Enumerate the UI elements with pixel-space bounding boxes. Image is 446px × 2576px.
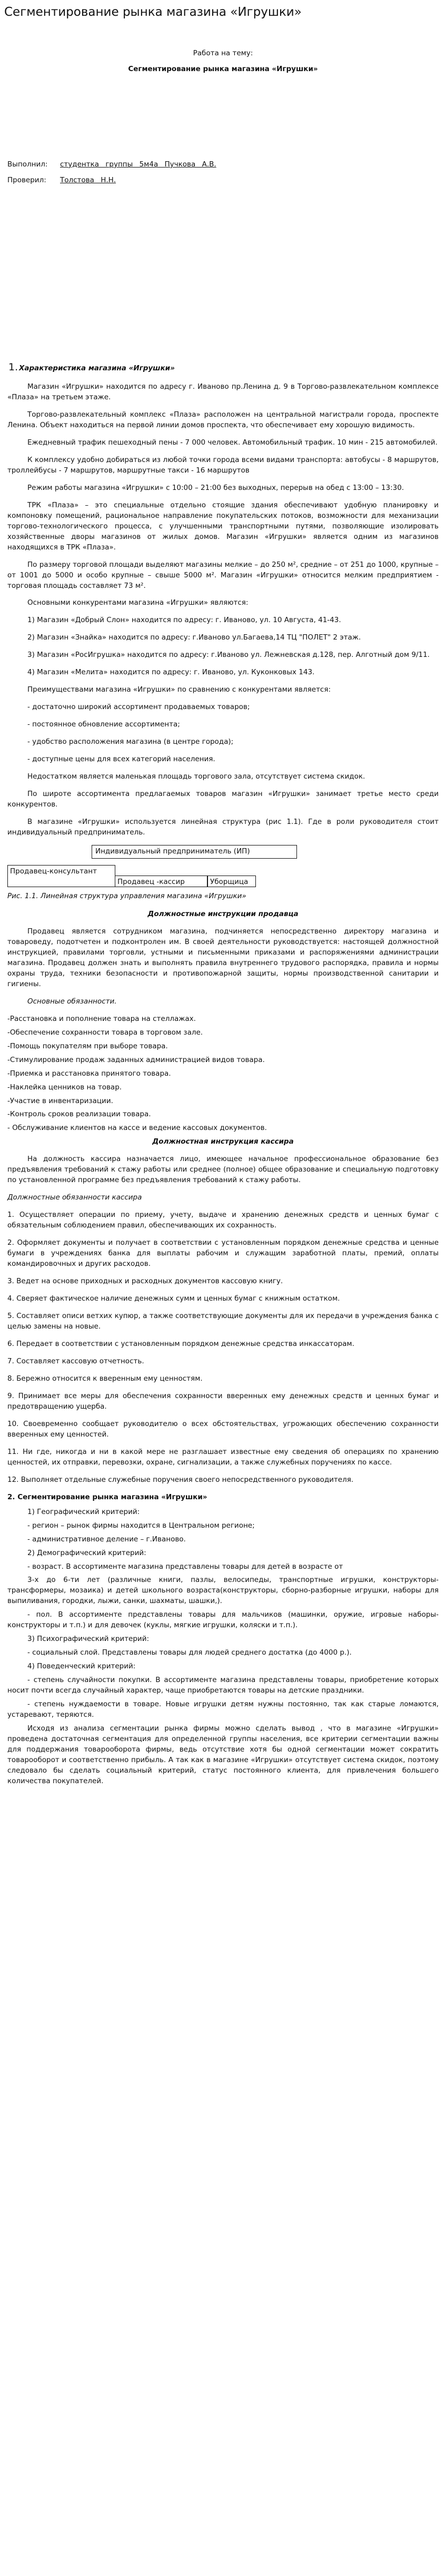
section1-paragraph-1: Магазин «Игрушки» находится по адресу г. Иваново пр.Ленина д. 9 в Торгово-развлекательном комплексе «Плаза» на третьем этаже.: [7, 382, 439, 401]
org-box-cashier: Продавец -кассир: [115, 876, 207, 887]
section2-title: 2. Сегментирование рынка магазина «Игрушки»: [7, 1492, 207, 1501]
seller-intro: Продавец является сотрудником магазина, подчиняется непосредственно директору магазина и товароведу, подотчетен и подконтролен им. В своей деятельности руководствуется: настоящей должностной инструкцией, правилами торговли, устными и письменными приказами и распоряжениями администрации магазина. Продавец должен знать и выполнять правила внутреннего трудового распорядка, правила и нормы охраны труда, техники безопасности и противопожарной защиты, нормы производственной санитарии и гигиены.: [7, 927, 439, 988]
checked-value: Толстова Н.Н.: [60, 175, 116, 184]
cashier-duty-1: 1. Осуществляет операции по приему, учету, выдаче и хранению денежных средств и ценных бумаг с обязательным соблюдением правил, обеспечивающих их сохранность.: [7, 1211, 439, 1230]
section2-item-1: 1) Географический критерий:: [27, 1507, 140, 1516]
section2-item-7: - пол. В ассортименте представлены товары для мальчиков (машинки, оружие, игровые наборы-конструкторы и т.п.) и для девочек (куклы, мягкие игрушки, коляски и т.п.).: [7, 1610, 439, 1630]
cashier-intro: На должность кассира назначается лицо, имеющее начальное профессиональное образование без предъявления требований к стажу работы или среднее (полное) общее образование и специальную подготовку по установленной программе без предъявления требований к стажу работы.: [7, 1155, 439, 1185]
cashier-duty-2: 2. Оформляет документы и получает в соответствии с установленным порядком денежные средства и ценные бумаги в учреждениях банка для выплаты рабочим и служащим заработной платы, премий, оплаты командировочных и других расходов.: [7, 1238, 439, 1269]
section1-paragraph-11: 3) Магазин «РосИгрушка» находится по адресу: г.Иваново ул. Лежневская д.128, пер. Алготный дом 9/11.: [27, 651, 430, 660]
performed-value: студентка группы 5м4а Пучкова А.В.: [60, 160, 216, 169]
section2-item-8: 3) Психографический критерий:: [27, 1635, 150, 1644]
section1-paragraph-9: 1) Магазин «Добрый Слон» находится по адресу: г. Иваново, ул. 10 Августа, 41-43.: [27, 616, 341, 625]
topic-title: Сегментирование рынка магазина «Игрушки»: [128, 64, 318, 73]
seller-title: Должностные инструкции продавца: [147, 909, 299, 918]
cashier-duty-11: 11. Ни где, никогда и ни в какой мере не разглашает известные ему сведения об операциях по хранению ценностей, их отправки, перевозки, охране, сигнализации, а также служебных поручениях по кассе.: [7, 1447, 439, 1467]
seller-duties-title: Основные обязанности.: [27, 997, 117, 1006]
org-row: [7, 865, 439, 887]
org-box-ip: Индивидуальный предприниматель (ИП): [92, 845, 297, 859]
seller-duty-6: -Наклейка ценников на товар.: [7, 1083, 122, 1092]
section1-paragraph-6: ТРК «Плаза» – это специальные отдельно стоящие здания обеспечивают удобную планировку и компоновку помещений, рациональное направление покупательских потоков, возможности для механизации торгово-технологического процесса, с улучшенными транспортными путями, позволяющие изолировать хозяйственные дворы магазинов от жилых домов. Магазин «Игрушки» является одним из магазинов находящихся в ТРК «Плаза».: [7, 500, 439, 552]
section2-item-13: Исходя из анализа сегментации рынка фирмы можно сделать вывод , что в магазине «Игрушки» проведена достаточная сегментация для определенной группы населения, все критерии сегментации важны для поддержания товарооборота фирмы, ведь отсутствие хотя бы одной сегментации может сократить товарооборот и соответственно прибыль. А так как в магазине «Игрушки» отсутствует система скидок, поэтому следовало бы сделать социальный критерий, статус постоянного клиента, для привлечения большего количества покупателей.: [7, 1724, 439, 1785]
performed-label: Выполнил:: [7, 160, 48, 169]
section1-heading: [7, 360, 439, 375]
cashier-duties-title: Должностные обязанности кассира: [7, 1193, 142, 1202]
cashier-duty-5: 5. Составляет описи ветхих купюр, а также соответствующие документы для их передачи в учреждения банка с целью замены на новые.: [7, 1312, 439, 1331]
section1-paragraph-18: Недостатком является маленькая площадь торгового зала, отсутствует система скидок.: [27, 772, 365, 781]
section1-paragraph-2: Торгово-развлекательный комплекс «Плаза» расположен на центральной магистрали города, проспекте Ленина. Объект находиться на первой линии домов проспекта, что обеспечивает ему хорошую видимость.: [7, 410, 439, 429]
section2-items: [7, 1507, 439, 1787]
section1-paragraph-19: По широте ассортимента предлагаемых товаров магазин «Игрушки» занимает третье место среди конкурентов.: [7, 790, 439, 809]
cashier-title: Должностная инструкция кассира: [152, 1137, 294, 1146]
seller-duty-1: -Расстановка и пополнение товара на стеллажах.: [7, 1014, 196, 1023]
section1-paragraph-16: - удобство расположения магазина (в центре города);: [27, 738, 234, 746]
section1-paragraph-15: - постоянное обновление ассортимента;: [27, 720, 180, 729]
work-on-label: Работа на тему:: [193, 49, 253, 57]
section2-item-4: 2) Демографический критерий:: [27, 1548, 146, 1557]
checked-label: Проверил:: [7, 175, 46, 184]
section1-paragraph-20: В магазине «Игрушки» используется линейная структура (рис 1.1). Где в роли руководителя стоит индивидуальный предприниматель.: [7, 818, 439, 837]
cashier-duty-3: 3. Ведет на основе приходных и расходных документов кассовую книгу.: [7, 1277, 283, 1286]
seller-duty-8: -Контроль сроков реализации товара.: [7, 1110, 151, 1119]
section1-paragraphs: [7, 382, 439, 838]
cashier-duties-list: [7, 1210, 439, 1485]
seller-duties-list: [7, 1014, 439, 1134]
seller-duty-4: -Стимулирование продаж заданных администрацией видов товара.: [7, 1055, 265, 1064]
section2-item-5: - возраст. В ассортименте магазина представлены товары для детей в возрасте от: [27, 1562, 343, 1571]
performed-row: [7, 160, 439, 170]
figure-caption: Рис. 1.1. Линейная структура управления магазина «Игрушки»: [7, 891, 246, 900]
section2-item-6: 3-х до 6-ти лет (различные книги, пазлы, велосипеды, транспортные игрушки, конструкторы-трансформеры, мозаика) и детей школьного возраста(конструкторы, сборно-разборные игрушки, наборы для выпиливания, городки, лыжи, санки, шахматы, шашки,).: [7, 1576, 439, 1606]
cashier-duty-7: 7. Составляет кассовую отчетность.: [7, 1356, 144, 1365]
section2-item-12: - степень нуждаемости в товаре. Новые игрушки детям нужны постоянно, так как старые ломаются, устаревают, теряются.: [7, 1700, 439, 1719]
checked-row: [7, 175, 439, 186]
cashier-duty-6: 6. Передает в соответствии с установленным порядком денежные средства инкассаторам.: [7, 1339, 354, 1348]
org-box-consultant: Продавец-консультант: [7, 865, 115, 887]
section1-paragraph-5: Режим работы магазина «Игрушки» с 10:00 – 21:00 без выходных, перерыв на обед с 13:00 – 13:30.: [27, 483, 404, 492]
seller-duty-9: - Обслуживание клиентов на кассе и ведение кассовых документов.: [7, 1124, 267, 1133]
section1-paragraph-10: 2) Магазин «Знайка» находится по адресу: г.Иваново ул.Багаева,14 ТЦ "ПОЛЕТ" 2 этаж.: [27, 633, 361, 642]
section2-item-3: - административное деление – г.Иваново.: [27, 1535, 186, 1543]
page-title: Сегментирование рынка магазина «Игрушки»: [4, 5, 302, 19]
section1-paragraph-7: По размеру торговой площади выделяют магазины мелкие – до 250 м², средние – от 251 до 1000, крупные – от 1001 до 5000 и особо крупные – свыше 5000 м². Магазин «Игрушки» относится мелким предприятием - торговая площадь составляет 73 м².: [7, 560, 439, 590]
section1-paragraph-3: Ежедневный трафик пешеходный пены - 7 000 человек. Автомобильный трафик. 10 мин - 215 автомобилей.: [27, 438, 438, 447]
section2-item-10: 4) Поведенческий критерий:: [27, 1662, 136, 1671]
org-box-cleaner: Уборщица: [207, 876, 256, 887]
section1-paragraph-4: К комплексу удобно добираться из любой точки города всеми видами транспорта: автобусы - 8 маршрутов, троллейбусы - 7 маршрутов, маршрутные такси - 16 маршрутов: [7, 455, 439, 475]
cashier-duty-12: 12. Выполняет отдельные служебные поручения своего непосредственного руководителя.: [7, 1475, 354, 1484]
section2-item-9: - социальный слой. Представлены товары для людей среднего достатка (до 4000 р.).: [27, 1648, 352, 1657]
section1-paragraph-17: - доступные цены для всех категорий населения.: [27, 755, 215, 764]
cashier-duty-10: 10. Своевременно сообщает руководителю о всех обстоятельствах, угрожающих обеспечению сохранности вверенных ему ценностей.: [7, 1419, 439, 1439]
cashier-duty-8: 8. Бережно относится к вверенным ему ценностям.: [7, 1374, 203, 1383]
cashier-duty-4: 4. Сверяет фактическое наличие денежных сумм и ценных бумаг с книжным остатком.: [7, 1294, 340, 1303]
cashier-duty-9: 9. Принимает все меры для обеспечения сохранности вверенных ему денежных средств и ценных бумаг и предотвращению ущерба.: [7, 1391, 439, 1411]
document-body: [7, 21, 439, 1787]
section1-paragraph-14: - достаточно широкий ассортимент продаваемых товаров;: [27, 703, 250, 712]
section2-item-11: - степень случайности покупки. В ассортименте магазина представлены товары, приобретение которых носит почти всегда случайный характер, чаще приобретаются товары на детские праздники.: [7, 1676, 439, 1695]
section1-paragraph-13: Преимуществами магазина «Игрушки» по сравнению с конкурентами является:: [27, 685, 331, 694]
section1-title: Характеристика магазина «Игрушки»: [19, 363, 175, 372]
seller-duty-7: -Участие в инвентаризации.: [7, 1096, 113, 1105]
section1-paragraph-12: 4) Магазин «Мелита» находится по адресу: г. Иваново, ул. Куконковых 143.: [27, 668, 315, 677]
section2-item-2: - регион – рынок фирмы находится в Центральном регионе;: [27, 1521, 255, 1530]
section1-number: 1.: [8, 361, 18, 373]
seller-duty-2: -Обеспечение сохранности товара в торговом зале.: [7, 1028, 203, 1037]
section1-paragraph-8: Основными конкурентами магазина «Игрушки» являются:: [27, 598, 249, 607]
seller-duty-5: -Приемка и расстановка принятого товара.: [7, 1069, 171, 1078]
seller-duty-3: -Помощь покупателям при выборе товара.: [7, 1041, 168, 1050]
